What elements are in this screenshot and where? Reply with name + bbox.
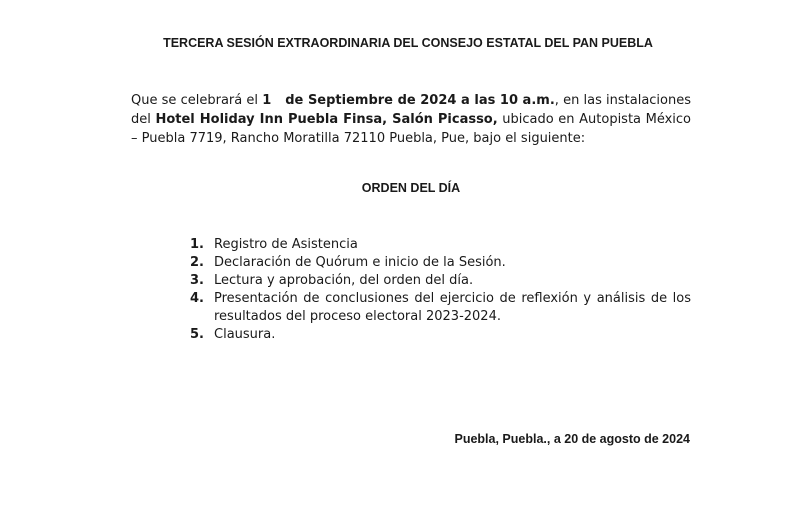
intro-paragraph <box>131 91 691 148</box>
agenda-title: ORDEN DEL DÍA <box>361 181 461 195</box>
agenda-item-number: 1. <box>190 237 204 252</box>
intro-date-time: de Septiembre de 2024 a las 10 a.m. <box>285 93 555 108</box>
document-title: TERCERA SESIÓN EXTRAORDINARIA DEL CONSEJO ESTATAL DEL PAN PUEBLA <box>163 36 653 50</box>
intro-text-1: Que se celebrará el <box>131 93 263 108</box>
agenda-item-text: Registro de Asistencia <box>214 237 358 252</box>
agenda-item-number: 4. <box>190 291 204 306</box>
agenda-item-text: Lectura y aprobación, del orden del día. <box>214 273 474 288</box>
agenda-item-number: 2. <box>190 255 204 270</box>
agenda-item <box>190 254 691 272</box>
intro-text-3: ubicado en Autopista México – Puebla 7719, Rancho Moratilla 72110 Puebla, Pue, bajo el siguiente: <box>131 112 692 146</box>
agenda-item-text: Clausura. <box>214 327 276 342</box>
agenda-item <box>190 236 691 254</box>
agenda-item-number: 5. <box>190 327 204 342</box>
agenda-item-text: Presentación de conclusiones del ejercicio de reflexión y análisis de los resultados del proceso electoral 2023-2024. <box>214 291 691 324</box>
agenda-list <box>190 236 691 344</box>
agenda-item-number: 3. <box>190 273 204 288</box>
intro-venue: Hotel Holiday Inn Puebla Finsa, Salón Picasso, <box>155 112 498 127</box>
agenda-item-text: Declaración de Quórum e inicio de la Sesión. <box>214 255 506 270</box>
closing-place-date: Puebla, Puebla., a 20 de agosto de 2024 <box>454 432 690 446</box>
intro-text-2: , en las instalaciones del <box>131 93 692 127</box>
agenda-item <box>190 326 691 344</box>
intro-day: 1 <box>262 93 272 108</box>
agenda-item <box>190 290 691 326</box>
agenda-item <box>190 272 691 290</box>
